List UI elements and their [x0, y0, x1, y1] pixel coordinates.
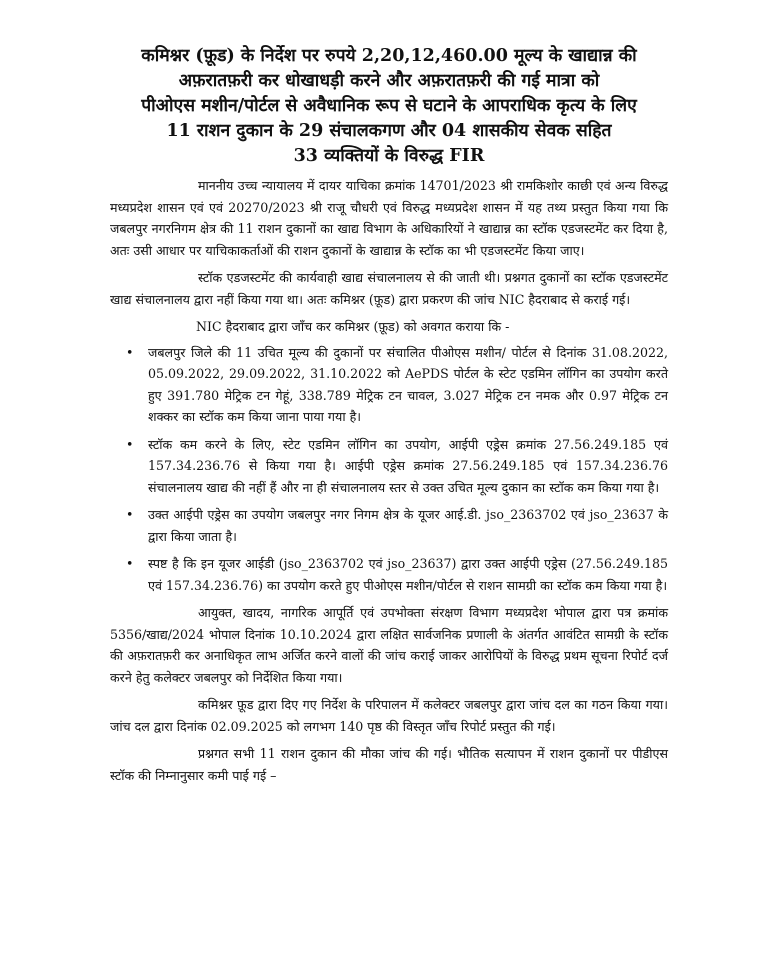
list-item-text: स्टॉक कम करने के लिए, स्टेट एडमिन लॉगिन का उपयोग, आईपी एड्रेस क्रमांक 27.56.249.185 एवं 157.34.236.76 से किया गया है। आईपी एड्रेस क्रमांक 27.56.249.185 एवं 157.34.236.76 संचालनालय खाद्य की नहीं हैं और ना ही संचालनालय स्तर से उक्त उचित मूल्य दुकान का स्टॉक कम किया गया है। [148, 436, 668, 495]
title-line: अफ़रातफ़री कर धोखाधड़ी करने और अफ़रातफ़री की गई मात्रा को [178, 71, 600, 91]
list-item [126, 434, 668, 499]
list-item-text: स्पष्ट है कि इन यूजर आईडी (jso_2363702 एवं jso_23637) द्वारा उक्त आईपी एड्रेस (27.56.249.185 एवं 157.34.236.76) का उपयोग करते हुए पीओएस मशीन/पोर्टल से राशन सामग्री का स्टॉक कम किया गया है। [148, 556, 668, 593]
list-item [126, 342, 668, 428]
list-item-text: उक्त आईपी एड्रेस का उपयोग जबलपुर नगर निगम क्षेत्र के यूजर आई.डी. jso_2363702 एवं jso_23637 के द्वारा किया जाता है। [148, 507, 668, 544]
bullet-icon: • [126, 556, 134, 571]
bullet-icon: • [126, 507, 134, 522]
findings-list [110, 342, 668, 597]
title-line: 33 व्यक्तियों के विरुद्ध FIR [293, 146, 485, 166]
paragraph-investigation-team: कमिश्नर फ़ूड द्वारा दिए गए निर्देश के परिपालन में कलेक्टर जबलपुर द्वारा जांच दल का गठन किया गया। जांच दल द्वारा दिनांक 02.09.2025 को लगभग 140 पृष्ठ की विस्तृत जाँच रिपोर्ट प्रस्तुत की गई। [110, 697, 668, 734]
title-line: 11 राशन दुकान के 29 संचालकगण और 04 शासकीय सेवक सहित [166, 121, 612, 141]
bullet-icon: • [126, 344, 134, 360]
nic-intro: NIC हैदराबाद द्वारा जाँच कर कमिश्नर (फ़ूड) को अवगत कराया कि - [196, 319, 510, 334]
paragraph-site-inspection: प्रश्नगत सभी 11 राशन दुकान की मौका जांच की गई। भौतिक सत्यापन में राशन दुकानों पर पीडीएस स्टॉक की निम्नानुसार कमी पाई गई – [110, 746, 668, 783]
list-item [126, 553, 668, 596]
list-item-text: जबलपुर जिले की 11 उचित मूल्य की दुकानों पर संचालित पीओएस मशीन/ पोर्टल से दिनांक 31.08.2022, 05.09.2022, 29.09.2022, 31.10.2022 को AePDS पोर्टल के स्टेट एडमिन लॉगिन का उपयोग करते हुए 391.780 मेट्रिक टन गेहूं, 338.789 मेट्रिक टन चावल, 3.027 मेट्रिक टन नमक और 0.97 मेट्रिक टन शक्कर का स्टॉक कम किया जाना पाया गया है। [148, 344, 668, 424]
paragraph-petition: माननीय उच्च न्यायालय में दायर याचिका क्रमांक 14701/2023 श्री रामकिशोर काछी एवं अन्य विरुद्ध मध्यप्रदेश शासन एवं एवं 20270/2023 श्री राजू चौधरी एवं विरुद्ध मध्यप्रदेश शासन में यह तथ्य प्रस्तुत किया गया कि जबलपुर नगरनिगम क्षेत्र की 11 राशन दुकानों का खाद्य विभाग के अधिकारियों ने खाद्यान्न का स्टॉक एडजस्टमेंट कर दिया है, अतः उसी आधार पर याचिकाकर्ताओं की राशन दुकानों के खाद्यान्न के स्टॉक का भी एडजस्टमेंट किया जाए। [110, 178, 668, 258]
list-item [126, 504, 668, 547]
title-line: कमिश्नर (फ़ूड) के निर्देश पर रुपये 2,20,12,460.00 मूल्य के खाद्यान्न की [141, 46, 637, 66]
document-title [110, 44, 668, 169]
bullet-icon: • [126, 436, 134, 452]
paragraph-commissioner-letter: आयुक्त, खादय, नागरिक आपूर्ति एवं उपभोक्ता संरक्षण विभाग मध्यप्रदेश भोपाल द्वारा पत्र क्रमांक 5356/खाद्य/2024 भोपाल दिनांक 10.10.2024 द्वारा लक्षित सार्वजनिक प्रणाली के अंतर्गत आवंटित सामग्री के स्टॉक की अफ़रातफ़री कर अनाधिकृत लाभ अर्जित करने वालों की जांच कराई जाकर आरोपियों के विरुद्ध प्रथम सूचना रिपोर्ट दर्ज करने हेतु कलेक्टर जबलपुर को निर्देशित किया गया। [110, 605, 668, 685]
paragraph-stock-adjustment: स्टॉक एडजस्टमेंट की कार्यवाही खाद्य संचालनालय से की जाती थी। प्रश्नगत दुकानों का स्टॉक एडजस्टमेंट खाद्य संचालनालय द्वारा नहीं किया गया था। अतः कमिश्नर (फ़ूड) द्वारा प्रकरण की जांच NIC हैदराबाद से कराई गई। [110, 270, 668, 307]
title-line: पीओएस मशीन/पोर्टल से अवैधानिक रूप से घटाने के आपराधिक कृत्य के लिए [141, 96, 637, 116]
